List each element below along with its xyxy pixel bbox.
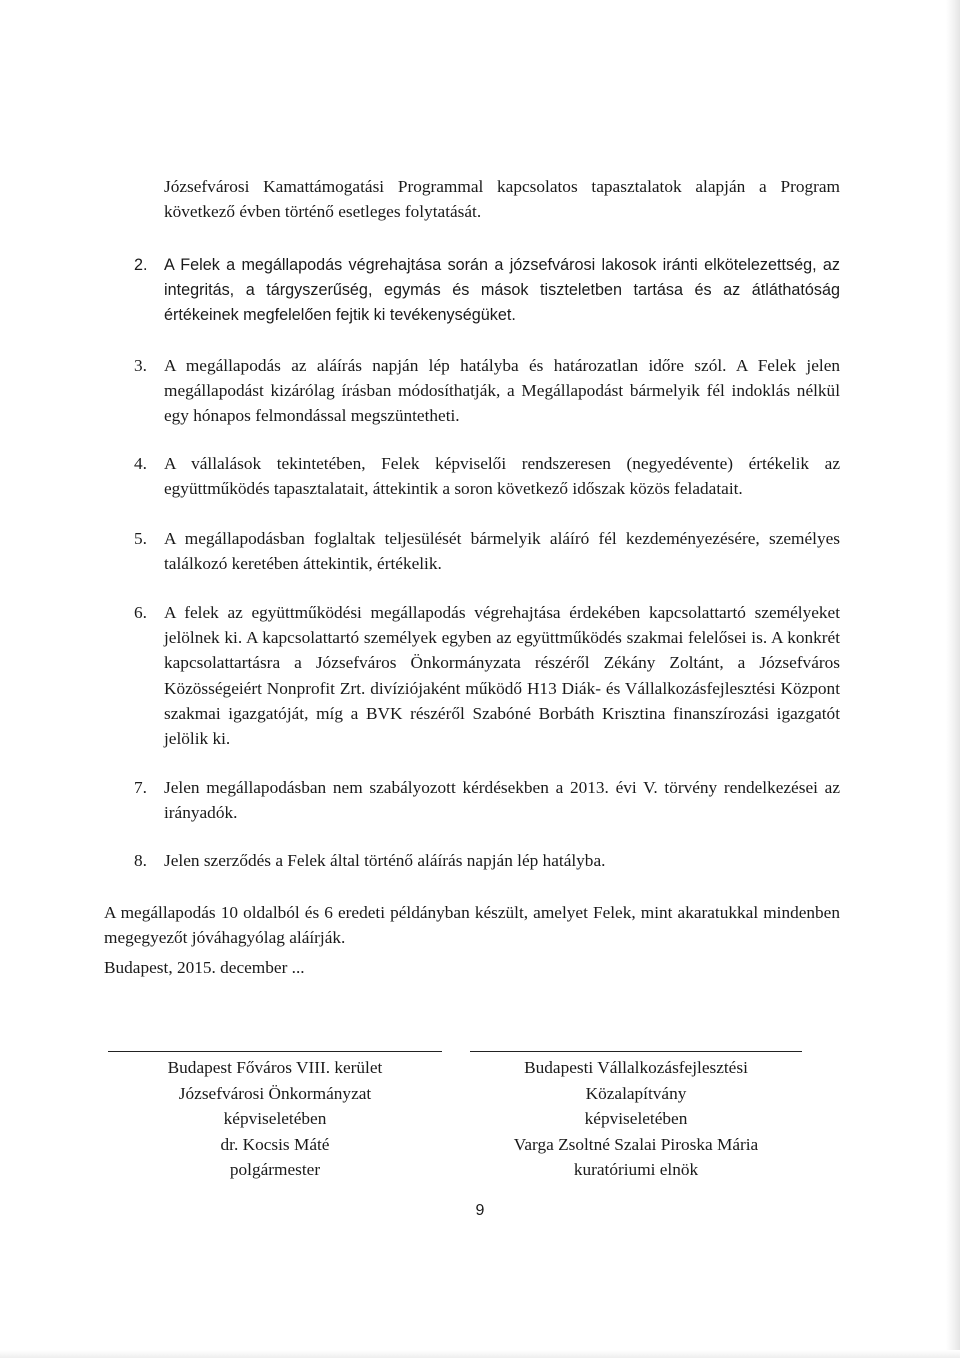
item-text: A megállapodásban foglaltak teljesülését bármelyik aláíró fél kezdeményezésére, személyes találkozó keretében áttekintik, értékelik. bbox=[164, 529, 840, 574]
item-text: Jelen megállapodásban nem szabályozott kérdésekben a 2013. évi V. törvény rendelkezései az irányadók. bbox=[164, 778, 840, 823]
item-text: A Felek a megállapodás végrehajtása során a józsefvárosi lakosok iránti elkötelezettség, az integritás, a tárgyszerűség, egymás és mások tiszteletben tartása és az átláthatóság értékeinek megfelelően fejtik ki tevékenységüket. bbox=[164, 256, 840, 325]
signatory-right-line1: Budapesti Vállalkozásfejlesztési bbox=[524, 1058, 748, 1077]
signatory-right-line3: képviseletében bbox=[584, 1109, 688, 1128]
signatory-right bbox=[470, 1055, 802, 1183]
scan-edge-bottom bbox=[0, 1350, 960, 1358]
item-number: 6. bbox=[134, 603, 147, 622]
item-text: Jelen szerződés a Felek által történő aláírás napján lép hatályba. bbox=[164, 851, 606, 870]
intro-continuation-line2: következő évben történő esetleges folytatását. bbox=[164, 202, 482, 221]
item-5 bbox=[134, 526, 840, 576]
item-7 bbox=[134, 775, 840, 825]
item-number: 5. bbox=[134, 529, 147, 548]
closing-paragraph: A megállapodás 10 oldalból és 6 eredeti példányban készült, amelyet Felek, mint akaratukkal mindenben megegyezőt jóváhagyólag aláírják. bbox=[104, 903, 840, 948]
signatory-right-title: kuratóriumi elnök bbox=[573, 1160, 699, 1179]
item-4 bbox=[134, 451, 840, 501]
item-number: 2. bbox=[134, 256, 148, 274]
item-2 bbox=[134, 253, 840, 329]
signatory-right-line2: Közalapítvány bbox=[585, 1083, 687, 1103]
item-3 bbox=[134, 353, 840, 429]
signatory-left-name: dr. Kocsis Máté bbox=[220, 1134, 330, 1154]
item-text: A vállalások tekintetében, Felek képviselői rendszeresen (negyedévente) értékelik az együttműködés tapasztalatait, áttekintik a soron következő időszak közös feladatait. bbox=[164, 454, 840, 499]
signatory-right-name: Varga Zsoltné Szalai Piroska Mária bbox=[513, 1134, 759, 1154]
scan-edge-right bbox=[946, 0, 960, 1358]
signatory-left-line1: Budapest Főváros VIII. kerület bbox=[167, 1058, 383, 1077]
item-text: A felek az együttműködési megállapodás végrehajtása érdekében kapcsolattartó személyeket jelölnek ki. A kapcsolattartó személyek egyben az együttműködés szakmai felelősei is. A konkrét kapcsolattartásra a Józsefváros Önkormányzata részéről Zékány Zoltánt, a Józsefváros Közösségeiért Nonprofit Zrt. divíziójaként működő H13 Diák- és Vállalkozásfejlesztési Központ szakmai igazgatóját, míg a BVK részéről Szabóné Borbáth Krisztina finanszírozási igazgatót jelölik ki. bbox=[164, 603, 840, 749]
intro-continuation-line1: Józsefvárosi Kamattámogatási Programmal kapcsolatos tapasztalatok alapján a Program bbox=[164, 177, 840, 196]
place-date: Budapest, 2015. december ... bbox=[104, 958, 305, 977]
signatory-left-line3: képviseletében bbox=[223, 1109, 327, 1128]
item-number: 7. bbox=[134, 778, 147, 797]
item-number: 8. bbox=[134, 851, 147, 870]
item-6 bbox=[134, 600, 840, 751]
signatory-left-line2: Józsefvárosi Önkormányzat bbox=[178, 1083, 372, 1103]
signatory-left bbox=[108, 1055, 442, 1183]
signature-line-left bbox=[108, 1051, 442, 1052]
page-number: 9 bbox=[475, 1202, 485, 1219]
signatory-left-title: polgármester bbox=[229, 1160, 321, 1179]
item-number: 4. bbox=[134, 454, 147, 473]
item-number: 3. bbox=[134, 356, 147, 375]
item-text: A megállapodás az aláírás napján lép hatályba és határozatlan időre szól. A Felek jelen megállapodást kizárólag írásban módosíthatják, a Megállapodást bármelyik fél indoklás nélkül egy hónapos felmondással megszüntetheti. bbox=[164, 356, 840, 426]
signature-line-right bbox=[470, 1051, 802, 1052]
item-8 bbox=[134, 848, 840, 873]
